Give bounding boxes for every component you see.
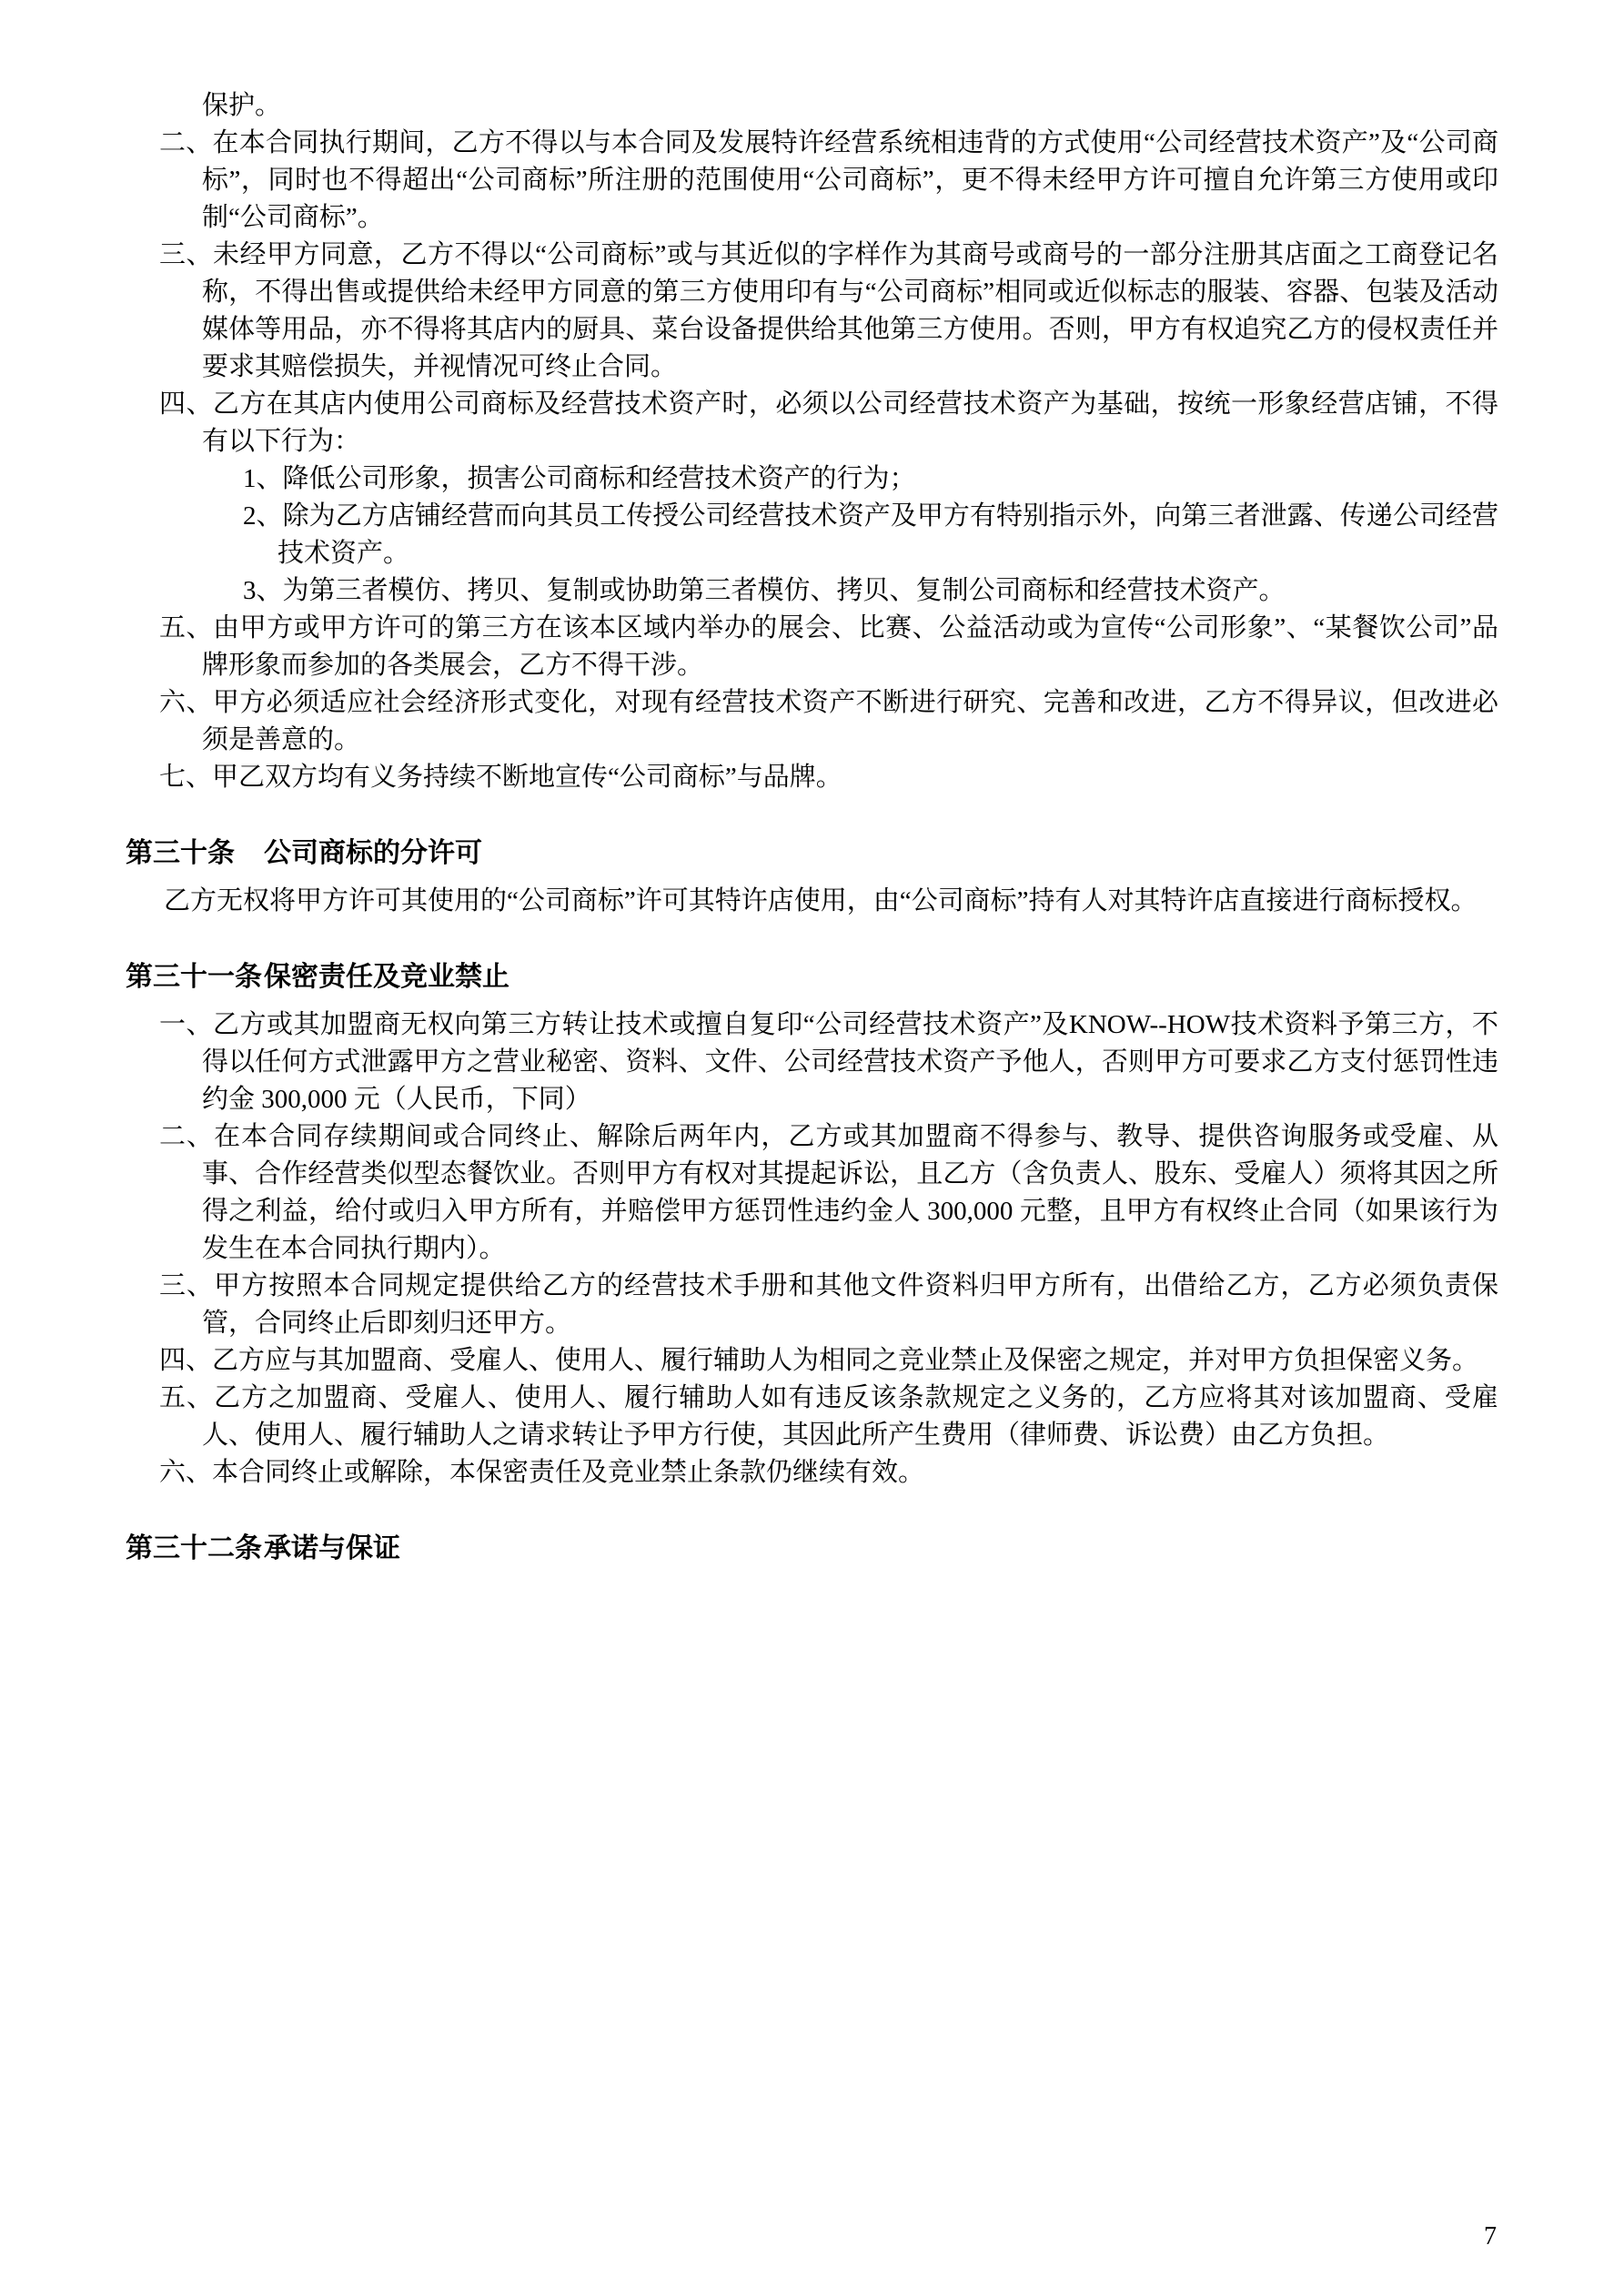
list-item xyxy=(126,1454,1498,1492)
section-paragraph: 乙方无权将甲方许可其使用的“公司商标”许可其特许店使用，由“公司商标”持有人对其特许店直接进行商标授权。 xyxy=(164,886,1478,915)
list-item xyxy=(126,1342,1498,1380)
list-item-marker: 三、 xyxy=(159,240,214,269)
section-title: 保密责任及竞业禁止 xyxy=(264,962,509,992)
list-item-marker: 六、 xyxy=(159,688,213,717)
list-item xyxy=(126,1006,1498,1118)
list-item-text: 甲方按照本合同规定提供给乙方的经营技术手册和其他文件资料归甲方所有，出借给乙方，乙方必须负责保管，合同终止后即刻归还甲方。 xyxy=(202,1271,1498,1338)
section-number: 第三十一条 xyxy=(126,962,262,992)
list-item-text: 由甲方或甲方许可的第三方在该本区域内举办的展会、比赛、公益活动或为宣传“公司形象”、“某餐饮公司”品牌形象而参加的各类展会，乙方不得干涉。 xyxy=(202,613,1498,680)
page-number: 7 xyxy=(1484,2222,1497,2250)
list-item xyxy=(126,237,1498,386)
list-item-text: 未经甲方同意，乙方不得以“公司商标”或与其近似的字样作为其商号或商号的一部分注册其店面之工商登记名称，不得出售或提供给未经甲方同意的第三方使用印有与“公司商标”相同或近似标志的服装、容器、包装及活动媒体等用品，亦不得将其店内的厨具、菜台设备提供给其他第三方使用。否则，甲方有权追究乙方的侵权责任并要求其赔偿损失，并视情况可终止合同。 xyxy=(202,240,1498,381)
list-item-text: 乙方在其店内使用公司商标及经营技术资产时，必须以公司经营技术资产为基础，按统一形象经营店铺，不得有以下行为： xyxy=(202,389,1498,456)
list-item-text: 甲方必须适应社会经济形式变化，对现有经营技术资产不断进行研究、完善和改进，乙方不得异议，但改进必须是善意的。 xyxy=(202,688,1498,754)
list-item-text: 本合同终止或解除，本保密责任及竞业禁止条款仍继续有效。 xyxy=(212,1458,925,1487)
list-item-marker: 二、 xyxy=(159,1122,215,1151)
section-heading-31 xyxy=(126,958,1498,996)
section-title: 公司商标的分许可 xyxy=(264,838,482,868)
list-item xyxy=(126,1380,1498,1454)
list-item-marker: 七、 xyxy=(159,763,213,792)
sub-item-marker: 3、 xyxy=(243,576,283,605)
sub-item-text: 为第三者模仿、拷贝、复制或协助第三者模仿、拷贝、复制公司商标和经营技术资产。 xyxy=(282,576,1286,605)
list-item xyxy=(126,610,1498,684)
list-item xyxy=(126,125,1498,237)
list-item-marker: 二、 xyxy=(159,128,213,157)
sub-item-marker: 2、 xyxy=(243,501,283,531)
sub-list-item xyxy=(126,498,1498,572)
list-item-text: 在本合同存续期间或合同终止、解除后两年内，乙方或其加盟商不得参与、教导、提供咨询服务或受雇、从事、合作经营类似型态餐饮业。否则甲方有权对其提起诉讼，且乙方（含负责人、股东、受雇人）须将其因之所得之利益，给付或归入甲方所有，并赔偿甲方惩罚性违约金人 300,000 元整，且甲方有权终止合同（如果该行为发生在本合同执行期内）。 xyxy=(202,1122,1498,1263)
list-item xyxy=(126,684,1498,759)
sub-list-item xyxy=(126,572,1498,610)
list-item xyxy=(126,1268,1498,1342)
list-item-marker: 三、 xyxy=(159,1271,215,1300)
section-heading-32 xyxy=(126,1530,1498,1567)
list-item xyxy=(126,759,1498,796)
section-title: 承诺与保证 xyxy=(264,1533,400,1563)
list-item-marker: 五、 xyxy=(159,1383,215,1412)
list-item-text: 乙方之加盟商、受雇人、使用人、履行辅助人如有违反该条款规定之义务的，乙方应将其对该加盟商、受雇人、使用人、履行辅助人之请求转让予甲方行使，其因此所产生费用（律师费、诉讼费）由乙方负担。 xyxy=(202,1383,1498,1450)
sub-item-text: 除为乙方店铺经营而向其员工传授公司经营技术资产及甲方有特别指示外，向第三者泄露、传递公司经营技术资产。 xyxy=(277,501,1498,568)
list-item xyxy=(126,1118,1498,1268)
sub-item-marker: 1、 xyxy=(243,464,283,493)
list-item-marker: 一、 xyxy=(159,1010,213,1039)
sub-list-item xyxy=(126,460,1498,498)
list-item-text: 乙方或其加盟商无权向第三方转让技术或擅自复印“公司经营技术资产”及KNOW--HOW技术资料予第三方，不得以任何方式泄露甲方之营业秘密、资料、文件、公司经营技术资产予他人，否则甲方可要求乙方支付惩罚性违约金 300,000 元（人民币，下同） xyxy=(202,1010,1498,1114)
list-item xyxy=(126,386,1498,460)
carryover-line: 保护。 xyxy=(202,91,282,120)
section-number: 第三十二条 xyxy=(126,1533,262,1563)
section-heading-30 xyxy=(126,834,1498,872)
list-item-marker: 四、 xyxy=(159,1346,213,1375)
list-item-text: 甲乙双方均有义务持续不断地宣传“公司商标”与品牌。 xyxy=(212,763,842,792)
sub-item-text: 降低公司形象，损害公司商标和经营技术资产的行为； xyxy=(282,464,916,493)
list-item-marker: 五、 xyxy=(159,613,214,642)
list-item-marker: 六、 xyxy=(159,1458,213,1487)
list-item-text: 乙方应与其加盟商、受雇人、使用人、履行辅助人为相同之竞业禁止及保密之规定，并对甲方负担保密义务。 xyxy=(212,1346,1479,1375)
section-number: 第三十条 xyxy=(126,838,235,868)
list-item-text: 在本合同执行期间，乙方不得以与本合同及发展特许经营系统相违背的方式使用“公司经营技术资产”及“公司商标”，同时也不得超出“公司商标”所注册的范围使用“公司商标”，更不得未经甲方许可擅自允许第三方使用或印制“公司商标”。 xyxy=(202,128,1498,232)
list-item-marker: 四、 xyxy=(159,389,213,419)
